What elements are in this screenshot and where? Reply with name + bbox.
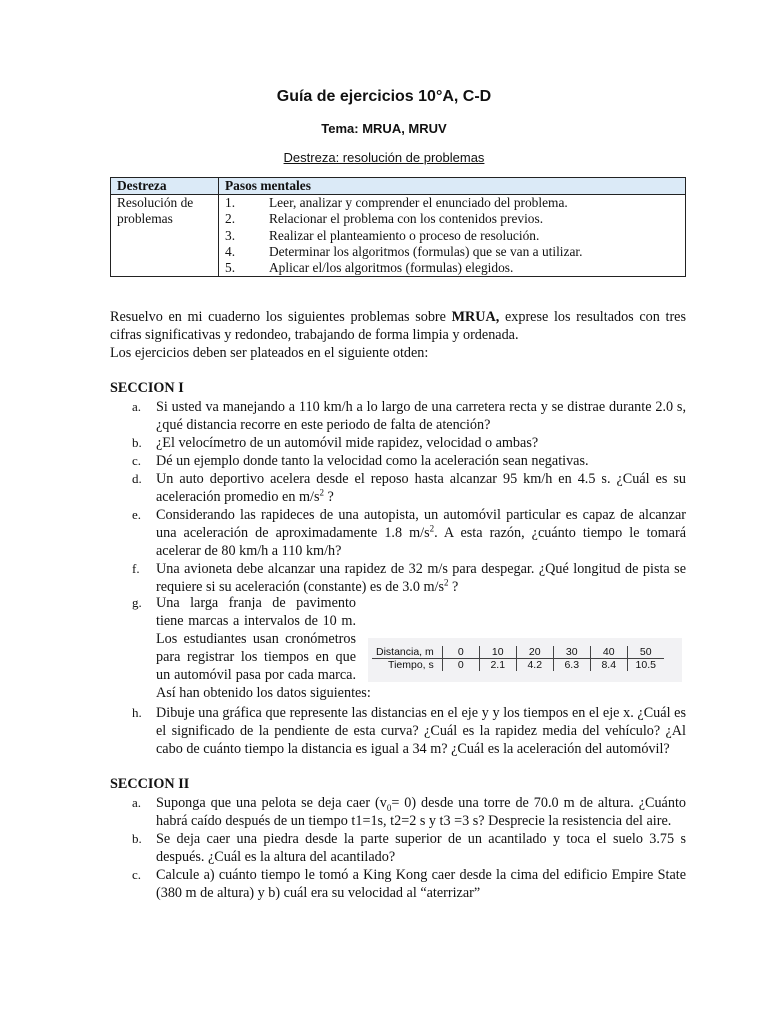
item-label: b. xyxy=(132,831,142,846)
list-item xyxy=(110,830,686,866)
skills-table-header xyxy=(111,178,686,195)
step-text: Relacionar el problema con los contenidos previos. xyxy=(269,211,544,227)
item-text: ¿El velocímetro de un automóvil mide rapidez, velocidad o ambas? xyxy=(156,435,539,451)
list-item xyxy=(110,398,686,434)
table-cell: 10.5 xyxy=(627,659,664,672)
item-label: d. xyxy=(132,471,142,486)
item-text-end: = 0) desde una torre de 70.0 m de altura. ¿Cuánto habrá caído después de un tiempo t1=1s, t2=2 s y t3 =3 s? Desprecie la resistencia del aire. xyxy=(156,795,686,829)
table-cell: 6.3 xyxy=(553,659,590,672)
step-text: Realizar el planteamiento o proceso de resolución. xyxy=(269,227,540,243)
step-number: 5. xyxy=(225,260,236,276)
section1-list xyxy=(110,398,686,596)
step-number: 1. xyxy=(225,195,236,211)
item-label: c. xyxy=(132,453,142,468)
table-cell: 40 xyxy=(590,646,627,659)
item-label: a. xyxy=(132,795,142,810)
intro-paragraph xyxy=(110,308,686,362)
item-text: Suponga que una pelota se deja caer (v xyxy=(156,795,387,811)
skills-steps xyxy=(219,195,686,277)
item-text: Considerando las rapideces de una autopista, un automóvil particular es capaz de alcanzar una aceleración de aproximadamente 1.8 m/s xyxy=(156,507,686,541)
list-item xyxy=(110,704,686,758)
step-text: Aplicar el/los algoritmos (formulas) elegidos. xyxy=(269,260,514,276)
time-label: Tiempo, s xyxy=(388,659,434,671)
step-number: 4. xyxy=(225,243,236,259)
step-text: Determinar los algoritmos (formulas) que se van a utilizar. xyxy=(269,243,583,259)
step-number: 2. xyxy=(225,211,236,227)
item-label: b. xyxy=(132,435,142,450)
skills-destreza-value: Resolución de problemas xyxy=(111,195,219,277)
table-cell: 50 xyxy=(627,646,664,659)
table-cell: 2.1 xyxy=(479,659,516,672)
item-text-end: . A esta razón, ¿cuánto tiempo le tomará acelerar de 80 km/h a 110 km/h? xyxy=(156,525,686,559)
time-row xyxy=(372,659,664,672)
section1-title: SECCION I xyxy=(110,380,184,396)
list-item xyxy=(110,506,686,560)
item-label: c. xyxy=(132,867,142,882)
document-topic: Tema: MRUA, MRUV xyxy=(321,121,447,136)
section1-list-h xyxy=(110,704,686,758)
intro-bold: MRUA, xyxy=(451,309,500,325)
subscript: 0 xyxy=(386,802,392,813)
item-label: f. xyxy=(132,561,140,576)
item-text: Dé un ejemplo donde tanto la velocidad como la aceleración sean negativas. xyxy=(156,453,589,469)
distance-row xyxy=(372,646,664,659)
list-item xyxy=(110,434,686,452)
document-skill: Destreza: resolución de problemas xyxy=(283,150,485,165)
list-item xyxy=(110,560,686,596)
distance-time-table xyxy=(368,638,682,682)
item-label: a. xyxy=(132,399,142,414)
intro-line2: Los ejercicios deben ser plateados en el siguiente otden: xyxy=(110,345,429,361)
table-cell: 4.2 xyxy=(516,659,553,672)
superscript: 2 xyxy=(443,577,449,588)
step-text: Leer, analizar y comprender el enunciado del problema. xyxy=(269,195,568,211)
section2-title: SECCION II xyxy=(110,776,190,792)
table-cell: 10 xyxy=(479,646,516,659)
table-cell: 30 xyxy=(553,646,590,659)
skills-table-row xyxy=(111,195,686,277)
item-text: Una larga franja de pavimento tiene marcas a intervalos de 10 m. Los estudiantes usan cronómetros para registrar los tiempos en que un automóvil pasa por cada marca. Así han obtenido los datos siguientes: xyxy=(156,595,371,701)
distance-label: Distancia, m xyxy=(372,646,442,659)
item-text: Calcule a) cuánto tiempo le tomó a King Kong caer desde la cima del edificio Empire State (380 m de altura) y b) cuál era su velocidad al “aterrizar” xyxy=(156,867,686,901)
list-item xyxy=(110,866,686,902)
item-text: Dibuje una gráfica que represente las distancias en el eje y y los tiempos en el eje x. ¿Cuál es el significado de la pendiente de esta curva? ¿Cuál es la rapidez media del vehículo? ¿Al cabo de cuánto tiempo la distancia es igual a 34 m? ¿Cuál es la aceleración del automóvil? xyxy=(156,705,686,757)
table-cell: 0 xyxy=(442,659,479,672)
item-text-end: ? xyxy=(448,579,459,595)
superscript: 2 xyxy=(429,523,435,534)
list-item xyxy=(110,452,686,470)
item-label: g. xyxy=(132,595,142,610)
item-text: Se deja caer una piedra desde la parte superior de un acantilado y toca el suelo 3.75 s después. ¿Cuál es la altura del acantilado? xyxy=(156,831,686,865)
list-item xyxy=(110,470,686,506)
document-title: Guía de ejercicios 10°A, C-D xyxy=(276,88,492,105)
item-text: Un auto deportivo acelera desde el reposo hasta alcanzar 95 km/h en 4.5 s. ¿Cuál es su aceleración promedio en m/s xyxy=(156,471,686,505)
table-cell: 8.4 xyxy=(590,659,627,672)
item-text-end: ? xyxy=(323,489,334,505)
step-number: 3. xyxy=(225,227,236,243)
item-text: Una avioneta debe alcanzar una rapidez de 32 m/s para despegar. ¿Qué longitud de pista se requiere si su aceleración (constante) es de 3.0 m/s xyxy=(156,561,686,595)
table-cell: 0 xyxy=(442,646,479,659)
table-cell: 20 xyxy=(516,646,553,659)
skills-table xyxy=(110,177,686,277)
skills-header-pasos: Pasos mentales xyxy=(219,178,686,195)
item-label: e. xyxy=(132,507,142,522)
list-item xyxy=(110,794,686,830)
section2-list xyxy=(110,794,686,902)
superscript: 2 xyxy=(319,487,324,498)
intro-text-end: exprese los resultados con tres cifras significativas y redondeo, trabajando de forma limpia y ordenada. xyxy=(110,309,686,343)
item-text: Si usted va manejando a 110 km/h a lo largo de una carretera recta y se distrae durante 2.0 s, ¿qué distancia recorre en este periodo de falta de atención? xyxy=(156,399,686,433)
intro-text: Resuelvo en mi cuaderno los siguientes problemas sobre xyxy=(110,309,452,325)
skills-header-destreza: Destreza xyxy=(111,178,219,195)
item-label: h. xyxy=(132,705,142,720)
